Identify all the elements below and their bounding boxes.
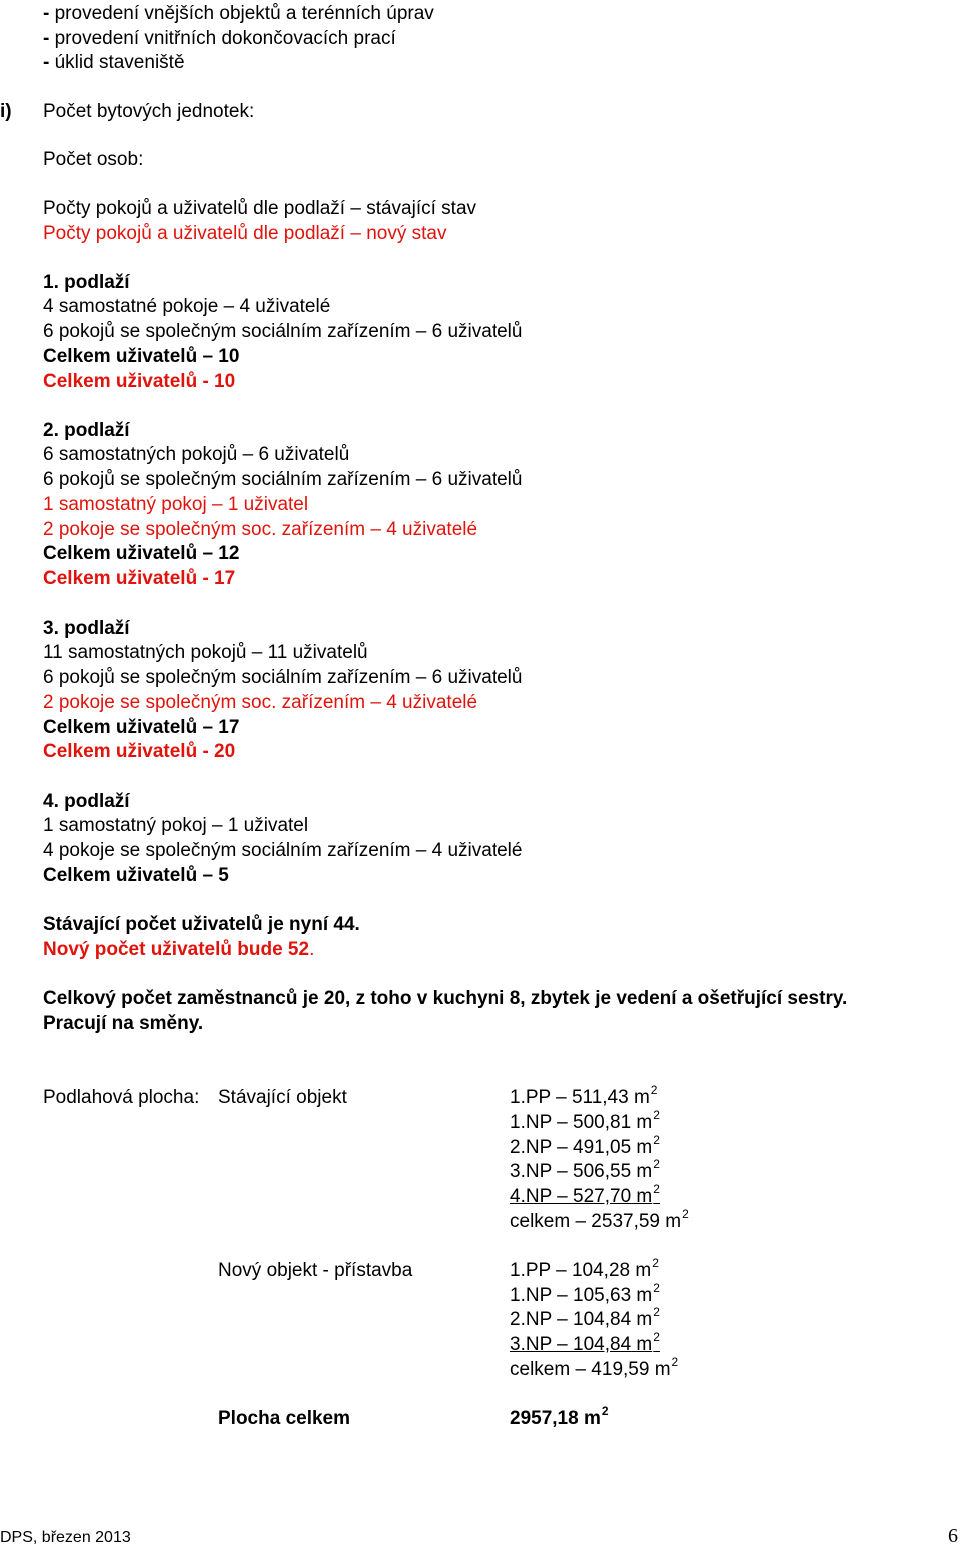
floor-line: 4 pokoje se společným sociálním zařízením – 4 uživatelé <box>43 840 523 861</box>
bullet-item <box>43 51 185 75</box>
new-users-summary <box>43 938 314 962</box>
area-row: 3.NP – 506,55 $m^2$ <box>510 1156 660 1182</box>
bullet-text: provedení vnitřních dokončovacích prací <box>54 28 396 49</box>
bullet-item <box>43 27 396 51</box>
floor-line-new: 2 pokoje se společným soc. zařízením – 4 uživatelé <box>43 519 478 540</box>
floor-title: 2. podlaží <box>43 420 130 441</box>
rooms-current-heading: Počty pokojů a uživatelů dle podlaží – stávající stav <box>43 198 477 219</box>
area-total: celkem – 419,59 $m^2$ <box>510 1354 679 1380</box>
floor-total: Celkem uživatelů – 10 <box>43 346 240 367</box>
units-label: Počet bytových jednotek: <box>43 101 255 122</box>
floor-area-label: Podlahová plocha: <box>43 1087 200 1108</box>
area-row: 4.NP – 527,70 $m^2$ <box>510 1181 660 1207</box>
floor-total-new: Celkem uživatelů - 10 <box>43 371 236 392</box>
floor-line-new: 1 samostatný pokoj – 1 uživatel <box>43 494 309 515</box>
grand-total-label: Plocha celkem <box>218 1408 351 1429</box>
bullet-dash: - <box>43 52 50 73</box>
bullet-item <box>43 2 434 26</box>
area-row: 3.NP – 104,84 $m^2$ <box>510 1329 660 1355</box>
floor-line: 6 pokojů se společným sociálním zařízením – 6 uživatelů <box>43 321 523 342</box>
area-row: 1.NP – 500,81 $m^2$ <box>510 1107 660 1133</box>
grand-total-value: 2957,18 $m^2$ <box>510 1403 609 1429</box>
page-number: 6 <box>948 1525 958 1547</box>
area-row: 1.PP – 104,28 $m^2$ <box>510 1255 659 1281</box>
floor-line: 11 samostatných pokojů – 11 uživatelů <box>43 642 368 663</box>
floor-line: 1 samostatný pokoj – 1 uživatel <box>43 815 309 836</box>
bullet-dash: - <box>43 28 50 49</box>
persons-label: Počet osob: <box>43 149 144 170</box>
floor-total: Celkem uživatelů – 17 <box>43 717 240 738</box>
rooms-new-heading: Počty pokojů a uživatelů dle podlaží – nový stav <box>43 223 447 244</box>
floor-line: 6 pokojů se společným sociálním zařízením – 6 uživatelů <box>43 469 523 490</box>
bullet-text: provedení vnějších objektů a terénních úprav <box>54 3 434 24</box>
area-row: 2.NP – 104,84 $m^2$ <box>510 1304 660 1330</box>
floor-total-new: Celkem uživatelů - 20 <box>43 741 236 762</box>
floor-line: 4 samostatné pokoje – 4 uživatelé <box>43 296 331 317</box>
area-total: celkem – 2537,59 $m^2$ <box>510 1206 689 1232</box>
staff-summary: Celkový počet zaměstnanců je 20, z toho v kuchyni 8, zbytek je vedení a ošetřující sestry. <box>43 988 848 1009</box>
new-users-dot: . <box>309 939 315 960</box>
floor-total: Celkem uživatelů – 5 <box>43 865 229 886</box>
existing-building-label: Stávající objekt <box>218 1087 347 1108</box>
staff-shifts: Pracují na směny. <box>43 1013 204 1034</box>
area-row: 1.PP – 511,43 $m^2$ <box>510 1082 658 1108</box>
footer-text: DPS, březen 2013 <box>0 1529 131 1546</box>
section-marker: i) <box>0 101 12 122</box>
current-users-summary: Stávající počet uživatelů je nyní 44. <box>43 914 360 935</box>
bullet-dash: - <box>43 3 50 24</box>
new-building-label: Nový objekt - přístavba <box>218 1260 413 1281</box>
floor-title: 3. podlaží <box>43 618 130 639</box>
new-users-text: Nový počet uživatelů bude 52 <box>43 939 310 960</box>
floor-title: 4. podlaží <box>43 791 130 812</box>
floor-line: 6 pokojů se společným sociálním zařízením – 6 uživatelů <box>43 667 523 688</box>
floor-line-new: 2 pokoje se společným soc. zařízením – 4 uživatelé <box>43 692 478 713</box>
area-row: 2.NP – 491,05 $m^2$ <box>510 1132 660 1158</box>
area-row: 1.NP – 105,63 $m^2$ <box>510 1280 660 1306</box>
floor-title: 1. podlaží <box>43 272 130 293</box>
floor-line: 6 samostatných pokojů – 6 uživatelů <box>43 444 350 465</box>
floor-total-new: Celkem uživatelů - 17 <box>43 568 236 589</box>
floor-total: Celkem uživatelů – 12 <box>43 543 240 564</box>
bullet-text: úklid staveniště <box>54 52 185 73</box>
